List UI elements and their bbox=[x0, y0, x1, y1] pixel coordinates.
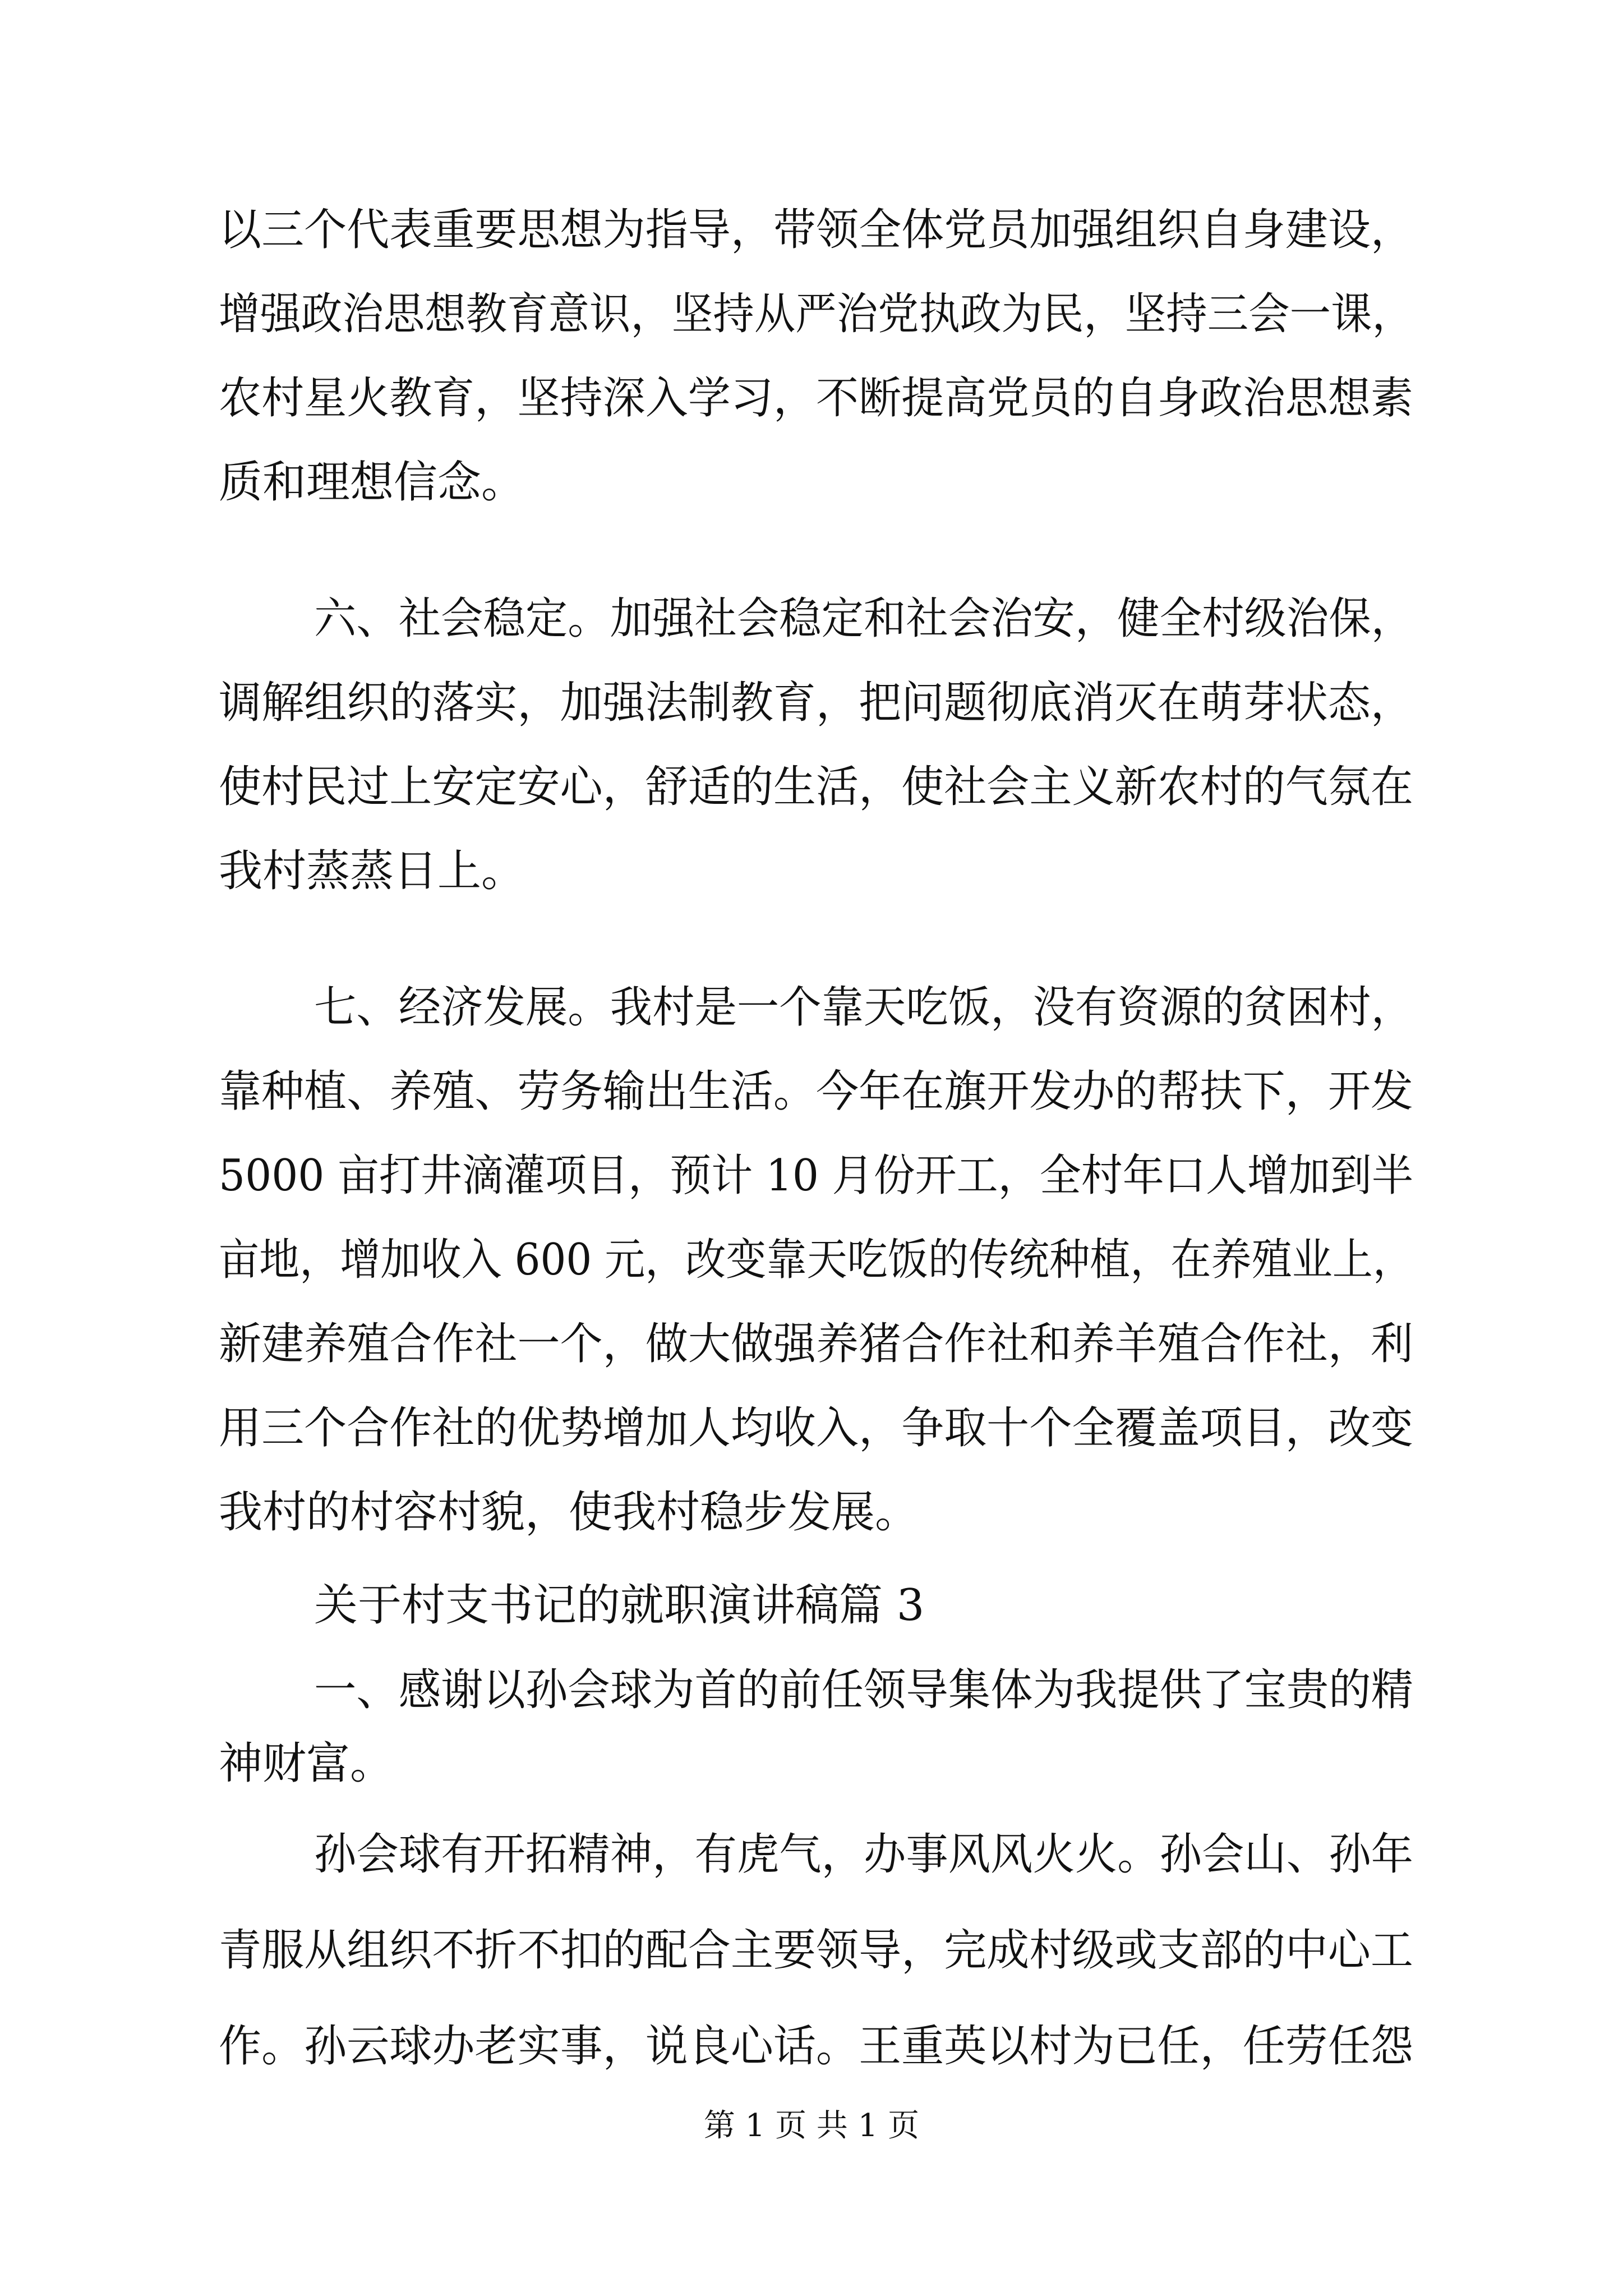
text-line-content: 靠种植、养殖、劳务输出生活。今年在旗开发办的帮扶下，开发 bbox=[219, 1066, 1413, 1117]
text-line bbox=[0, 655, 1623, 751]
text-line-content: 一、感谢以孙会球为首的前任领导集体为我提供了宝贵的精 bbox=[314, 1665, 1413, 1715]
text-line bbox=[0, 1716, 1623, 1811]
text-line bbox=[0, 823, 1623, 919]
text-line-content: 亩地，增加收入 600 元，改变靠天吃饭的传统种植，在养殖业上， bbox=[219, 1235, 1413, 1285]
text-line bbox=[0, 435, 1623, 530]
text-line-content: 用三个合作社的优势增加人均收入，争取十个全覆盖项目，改变 bbox=[219, 1403, 1413, 1453]
page-footer: 第 1 页 共 1 页 bbox=[703, 2108, 920, 2144]
text-line bbox=[0, 1212, 1623, 1308]
text-line-content: 我村的村容村貌，使我村稳步发展。 bbox=[219, 1487, 919, 1538]
text-line-content: 增强政治思想教育意识，坚持从严治党执政为民，坚持三会一课， bbox=[219, 289, 1413, 339]
text-line-content: 调解组织的落实，加强法制教育，把问题彻底消灭在萌芽状态， bbox=[219, 678, 1413, 728]
text-line bbox=[0, 1903, 1623, 1998]
text-line-content: 使村民过上安定安心，舒适的生活，使社会主义新农村的气氛在 bbox=[219, 762, 1413, 812]
text-line bbox=[0, 1465, 1623, 1560]
text-line bbox=[0, 266, 1623, 362]
text-line bbox=[0, 182, 1623, 278]
text-line bbox=[0, 1999, 1623, 2094]
text-line-content: 5000 亩打井滴灌项目，预计 10 月份开工，全村年口人增加到半 bbox=[219, 1151, 1413, 1201]
text-line-content: 神财富。 bbox=[219, 1738, 394, 1789]
text-line-content: 七、经济发展。我村是一个靠天吃饭，没有资源的贫困村， bbox=[314, 982, 1413, 1033]
text-line-content: 质和理想信念。 bbox=[219, 457, 525, 508]
text-line bbox=[0, 1296, 1623, 1392]
text-line bbox=[0, 1128, 1623, 1223]
text-line bbox=[0, 1807, 1623, 1902]
text-line-content: 新建养殖合作社一个，做大做强养猪合作社和养羊殖合作社，利 bbox=[219, 1319, 1413, 1369]
text-line-content: 以三个代表重要思想为指导，带领全体党员加强组织自身建设， bbox=[219, 205, 1413, 255]
text-line bbox=[0, 1044, 1623, 1139]
text-line bbox=[0, 960, 1623, 1055]
text-line-content: 农村星火教育，坚持深入学习，不断提高党员的自身政治思想素 bbox=[219, 373, 1413, 424]
text-line-content: 关于村支书记的就职演讲稿篇 3 bbox=[314, 1580, 925, 1631]
text-line bbox=[0, 1381, 1623, 1476]
text-line-content: 青服从组织不折不扣的配合主要领导，完成村级或支部的中心工 bbox=[219, 1925, 1413, 1976]
text-line-content: 作。孙云球办老实事，说良心话。王重英以村为已任，任劳任怨 bbox=[219, 2021, 1413, 2072]
text-line bbox=[0, 571, 1623, 666]
text-line-content: 我村蒸蒸日上。 bbox=[219, 846, 525, 896]
text-line bbox=[0, 351, 1623, 446]
text-line bbox=[0, 739, 1623, 835]
text-line bbox=[0, 1558, 1623, 1653]
text-line-content: 孙会球有开拓精神，有虎气，办事风风火火。孙会山、孙年 bbox=[314, 1829, 1413, 1880]
text-line-content: 六、社会稳定。加强社会稳定和社会治安，健全村级治保， bbox=[314, 593, 1413, 644]
